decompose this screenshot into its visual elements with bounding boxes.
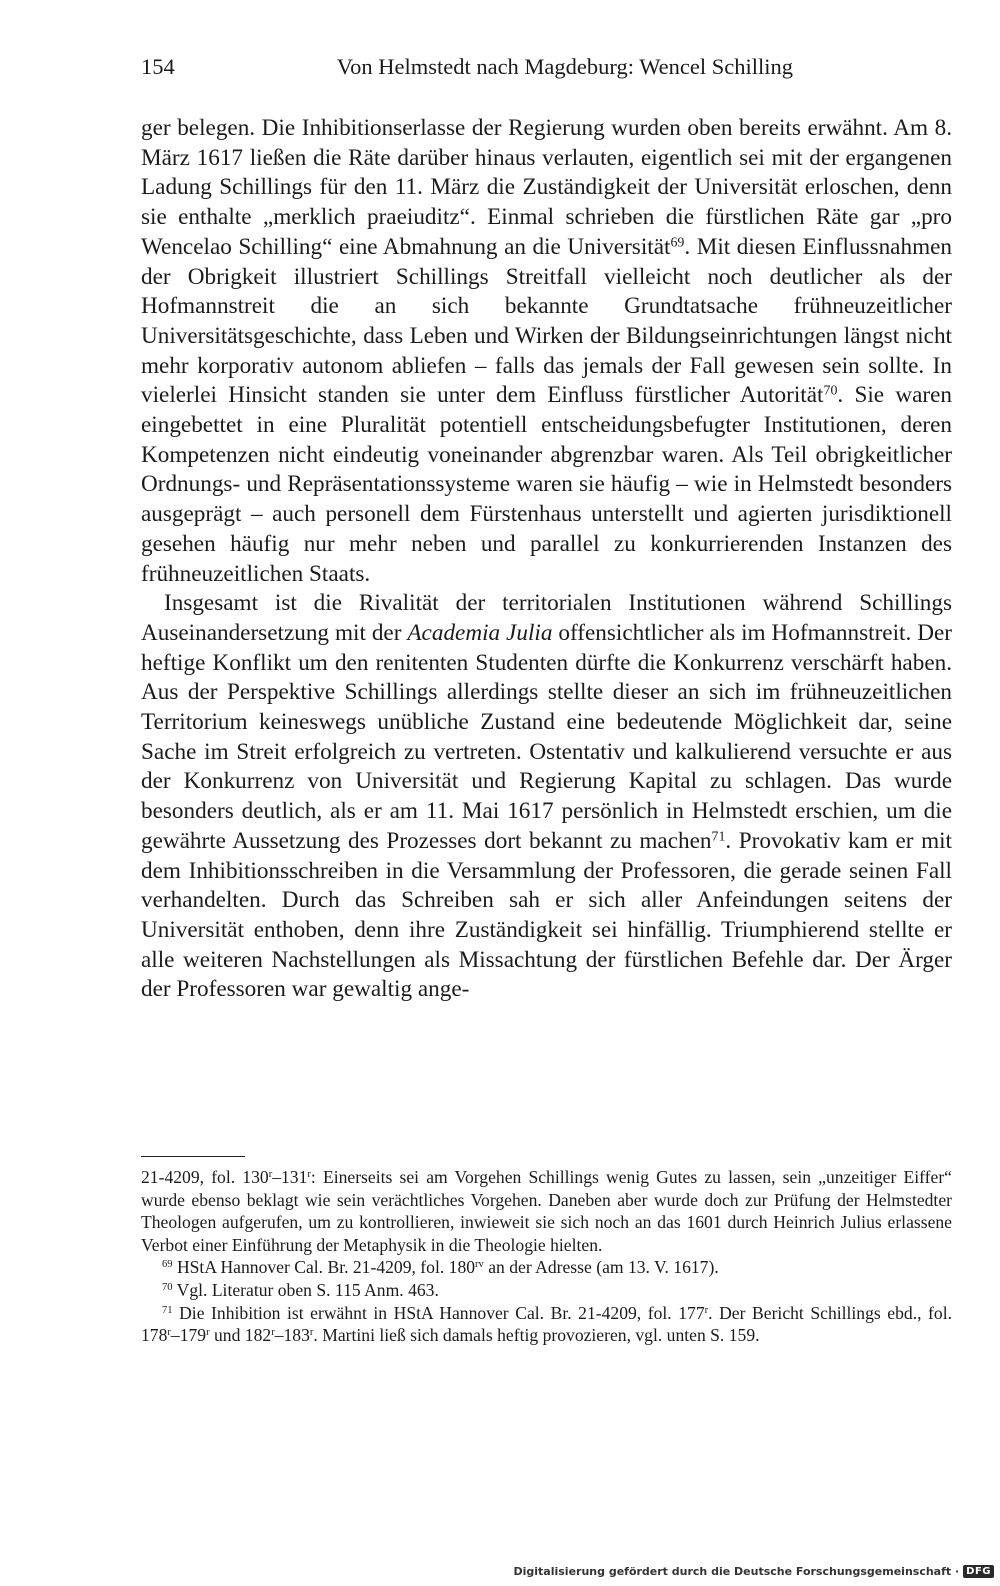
footnote-70 <box>141 1279 952 1302</box>
fn-sup: r <box>704 1304 709 1316</box>
footnote-number: 71 <box>162 1304 173 1316</box>
fn-sup: r <box>271 1327 275 1339</box>
fn-text: : Einerseits sei am Vorgehen Schillings wenig Gutes zu lassen, sein „unzeitiger Eiffer“ wurde ebenso beklagt wie sein verächtliches Vorgehen. Daneben aber wurde doch zur Prüfung der Helmstedter Theologen aufgerufen, um zu kontrollieren, inwieweit sie sich noch an das 1601 durch Heinrich Julius erlassene Verbot einer Einführung der Metaphysik in die Theologie hielten. <box>141 1167 952 1255</box>
paragraph-1 <box>141 114 952 589</box>
fn-text: 21-4209, fol. 130 <box>141 1167 269 1187</box>
page-header <box>141 54 793 88</box>
paragraph-2-part-c: . Provokativ kam er mit dem Inhibitionsschreiben in die Versammlung der Professoren, die gerade seinen Fall verhandelten. Durch das Schreiben sah er sich aller Anfeindungen seitens der Universität enthoben, denn ihre Zuständigkeit sei hinfällig. Triumphierend stellte er alle weiteren Nachstellungen als Missachtung der fürstlichen Befehle dar. Der Ärger der Professoren war gewaltig ange- <box>141 827 952 1003</box>
fn-text: Vgl. Literatur oben S. 115 Anm. 463. <box>172 1279 439 1300</box>
footnote-number: 69 <box>162 1259 173 1271</box>
footnote-ref-69: 69 <box>670 235 685 251</box>
running-title: Von Helmstedt nach Magdeburg: Wencel Schilling <box>336 54 793 79</box>
fn-sup: r <box>309 1327 314 1339</box>
fn-text: an der Adresse (am 13. V. 1617). <box>483 1257 719 1278</box>
paragraph-1-part-b: . Mit diesen Einflussnahmen der Obrigkeit illustriert Schillings Streitfall vielleicht noch deutlicher als der Hofmannstreit die an sich bekannte Grundtatsache frühneuzeitlicher Universitätsgeschichte, dass Leben und Wirken der Bildungseinrichtungen längst nicht mehr korporativ autonom abliefen – falls das jemals der Fall gewesen sein sollte. In vielerlei Hinsicht standen sie unter dem Einfluss fürstlicher Autorität <box>141 233 952 409</box>
page-number: 154 <box>141 54 175 79</box>
fn-sup: rv <box>475 1259 484 1271</box>
fn-sup: r <box>167 1327 171 1339</box>
fn-sup: r <box>206 1327 210 1339</box>
footnotes <box>141 1166 952 1347</box>
fn-text: HStA Hannover Cal. Br. 21-4209, fol. 180 <box>172 1257 476 1278</box>
footnote-71 <box>141 1302 952 1347</box>
fn-text: Die Inhibition ist erwähnt in HStA Hannover Cal. Br. 21-4209, fol. 177 <box>172 1302 705 1323</box>
footnote-divider <box>141 1156 245 1157</box>
paragraph-2 <box>141 589 952 1005</box>
paragraph-1-part-c: . Sie waren eingebettet in eine Pluralität potentiell entscheidungsbefugter Institutionen, deren Kompetenzen nicht eindeutig voneinander abgrenzbar waren. Als Teil obrigkeitlicher Ordnungs- und Repräsentationssysteme waren sie häufig – wie in Helmstedt besonders ausgeprägt – auch personell dem Fürstenhaus unterstellt und agierten jurisdiktionell gesehen häufig nur mehr neben und parallel zu konkurrierenden Instanzen des frühneuzeitlichen Staats. <box>141 382 952 587</box>
footnote-ref-71: 71 <box>711 829 726 845</box>
fn-text: und 182 <box>209 1325 272 1346</box>
footnote-number: 70 <box>162 1282 173 1294</box>
fn-sup: r <box>307 1169 311 1181</box>
paragraph-1-part-a: ger belegen. Die Inhibitionserlasse der Regierung wurden oben bereits erwähnt. Am 8. März 1617 ließen die Räte darüber hinaus verlauten, eigentlich sei mit der ergangenen Ladung Schillings für den 11. März die Zuständigkeit der Universität erloschen, denn sie enthalte „merklich praeiuditz“. Einmal schrieben die fürstlichen Räte gar „pro Wencelao Schilling“ eine Abmahnung an die Universität <box>141 115 952 260</box>
fn-text: . Martini ließ sich damals heftig provozieren, vgl. unten S. 159. <box>313 1325 760 1346</box>
main-text <box>141 114 952 1005</box>
fn-text: –131 <box>272 1167 308 1187</box>
footnote-69 <box>141 1256 952 1279</box>
footnote-ref-70: 70 <box>823 383 838 399</box>
paragraph-2-part-a: Insgesamt ist die Rivalität der territorialen Institutionen während Schillings Auseinandersetzung mit der <box>141 590 952 646</box>
footnote-continuation <box>141 1166 952 1256</box>
credit-text: Digitalisierung gefördert durch die Deutsche Forschungsgemeinschaft · <box>513 1564 960 1578</box>
dfg-logo-icon: DFG <box>963 1565 994 1578</box>
fn-text: –179 <box>170 1325 207 1346</box>
italic-term: Academia Julia <box>407 619 553 646</box>
fn-sup: r <box>268 1169 273 1181</box>
paragraph-2-part-b: offensichtlicher als im Hofmannstreit. Der heftige Konflikt um den renitenten Studenten dürfte die Konkurrenz verschärft haben. Aus der Perspektive Schillings allerdings stellte dieser an sich im frühneuzeitlichen Territorium keineswegs unübliche Zustand eine bedeutende Möglichkeit dar, seine Sache im Streit erfolgreich zu vertreten. Ostentativ und kalkulierend versuchte er aus der Konkurrenz von Universität und Regierung Kapital zu schlagen. Das wurde besonders deutlich, als er am 11. Mai 1617 persönlich in Helmstedt erschien, um die gewährte Aussetzung des Prozesses dort bekannt zu machen <box>141 619 952 854</box>
fn-text: –183 <box>274 1325 310 1346</box>
digitization-credit <box>513 1562 994 1580</box>
fn-text: . Der Bericht Schillings ebd., fol. 178 <box>141 1302 952 1346</box>
